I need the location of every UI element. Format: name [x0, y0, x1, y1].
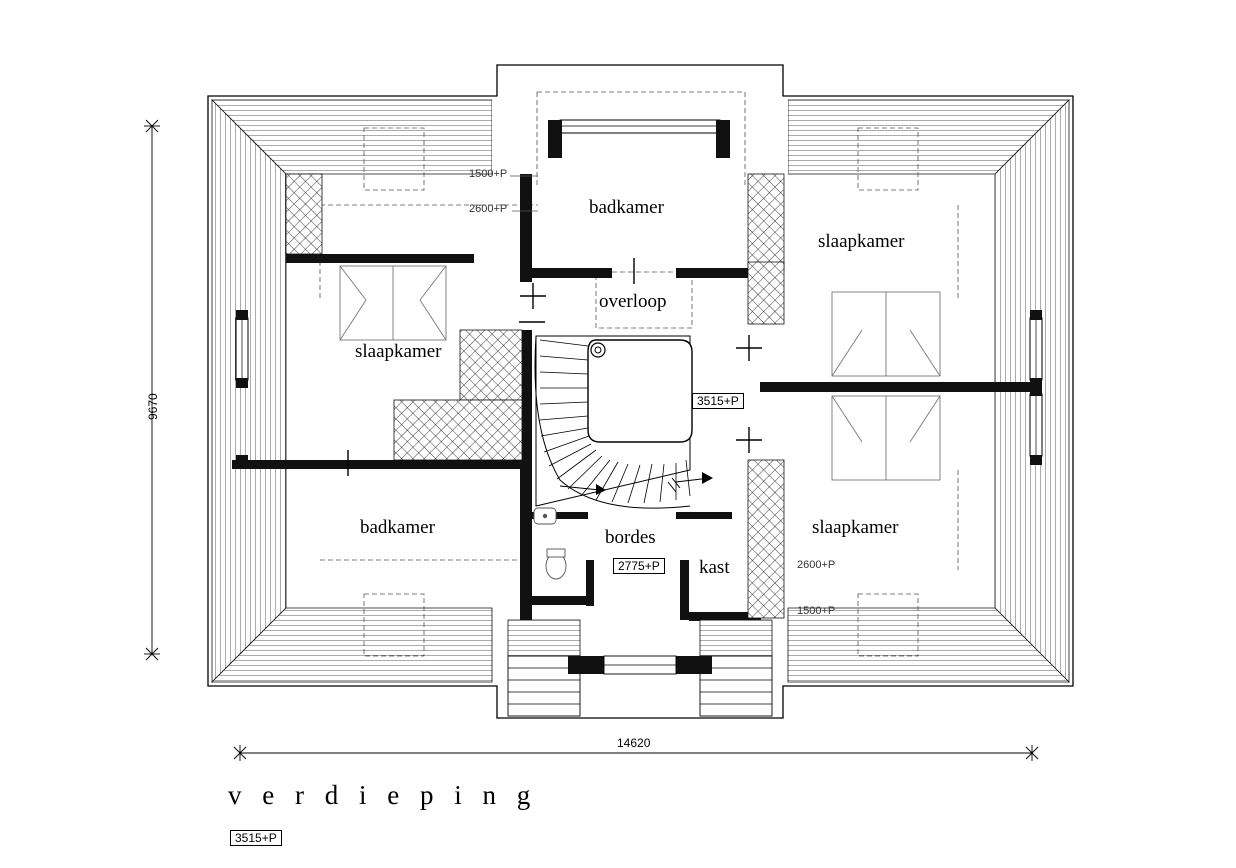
room-label-badkamer-bottom: badkamer — [360, 517, 435, 538]
room-label-kast: kast — [699, 557, 730, 578]
drawing-title: v e r d i e p i n g — [228, 780, 538, 810]
level-marker-2600p-right: 2600+P — [797, 559, 836, 571]
room-label-overloop: overloop — [599, 291, 667, 312]
room-label-slaapkamer-bottomright: slaapkamer — [812, 517, 899, 538]
entry-steps — [508, 620, 772, 716]
level-marker-3515p-plan: 3515+P — [692, 393, 744, 409]
level-marker-2600p-top: 2600+P — [469, 203, 508, 215]
level-marker-1500p-top: 1500+P — [469, 168, 508, 180]
room-label-slaapkamer-topright: slaapkamer — [818, 231, 905, 252]
level-marker-2775p: 2775+P — [613, 558, 665, 574]
room-label-bordes: bordes — [605, 527, 656, 548]
dimension-overall-width: 14620 — [617, 736, 651, 750]
dimension-overall-height: 9670 — [146, 393, 160, 420]
room-label-badkamer-top: badkamer — [589, 197, 664, 218]
staircase — [535, 336, 713, 508]
level-marker-1500p-right: 1500+P — [797, 605, 836, 617]
room-label-slaapkamer-left: slaapkamer — [355, 341, 442, 362]
legend-level-marker: 3515+P — [230, 830, 282, 846]
